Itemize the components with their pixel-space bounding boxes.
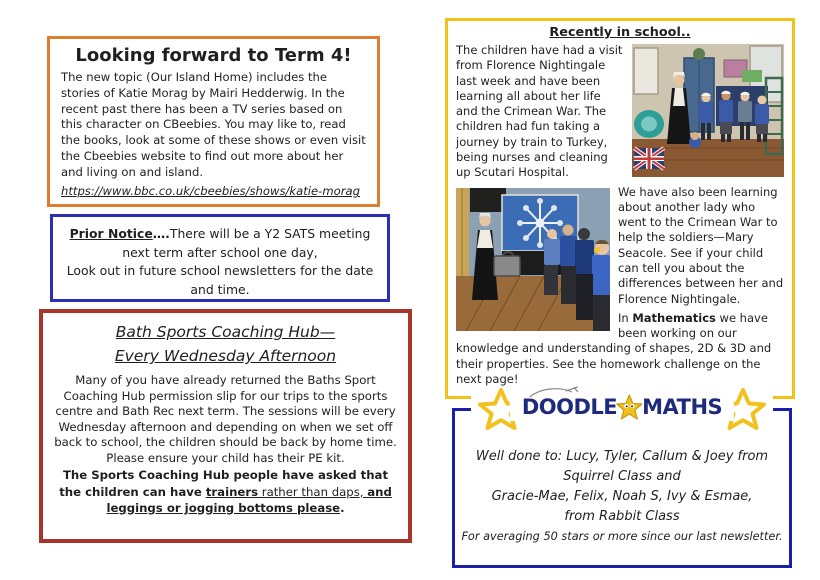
recently-para3-in: In xyxy=(618,310,633,325)
sports-body: Many of you have already returned the Baths Sport Coaching Hub permission slip for our trips to the sports centre and Bath Rec next term. The sessions will be every Wednesday afternoon and depending on when we set off back to school, the children should be back by home time. Please ensure your child has their PE kit. xyxy=(54,373,397,465)
recently-title: Recently in school.. xyxy=(549,25,691,40)
recently-para2: We have also been learning about another lady who went to the Crimean War to help the soldiers—Mary Seacole. See if your child can tell you about the differences between her and Florence Nightingale. xyxy=(618,184,784,306)
recently-para1: The children have had a visit from Florence Nightingale last week and have been learning all about her life and the Crimean War. The children had fun taking a journey by train to Turkey, being nurses and cleaning up Scutari Hospital. xyxy=(456,43,623,180)
doodle-line3: Gracie-Mae, Felix, Noah S, Ivy & Esmae, xyxy=(491,489,753,505)
doodle-line2: Squirrel Class and xyxy=(563,469,681,485)
florence-nightingale-visit-photo xyxy=(632,44,784,177)
recently-para3-rest: we have been working on our knowledge and understanding of shapes, 2D & 3D and their properties. See the homework challenge on the next page! xyxy=(456,310,772,386)
term4-title: Looking forward to Term 4! xyxy=(75,45,352,66)
sports-request-trainers: trainers xyxy=(205,484,259,499)
term4-body: The new topic (Our Island Home) includes the stories of Katie Morag by Mairi Hedderwig. In the recent past there has been a TV series based on this character on CBeebies. You may like to, read the books, look at some of these shows or even visit the Cbeebies website to find out more about her and living on and island. xyxy=(61,70,366,179)
sports-box xyxy=(39,309,412,543)
logo-maths-text: MATHS xyxy=(642,395,723,419)
prior-notice-line1: There will be a Y2 SATS meeting next term after school one day, xyxy=(122,226,371,260)
logo-doodle-text: DOODLE xyxy=(521,395,618,419)
logo-star-icon xyxy=(616,394,643,421)
prior-notice-label: Prior Notice xyxy=(69,226,153,241)
doodle-welldone-text xyxy=(455,447,789,546)
sports-request-leggings: and leggings or jogging bottoms please xyxy=(106,484,392,515)
doodlemaths-logo xyxy=(510,394,734,421)
katie-morag-link[interactable]: https://www.bbc.co.uk/cbeebies/shows/katie-morag xyxy=(61,184,360,199)
prior-notice-box xyxy=(50,214,390,302)
sports-title xyxy=(53,320,398,368)
prior-notice-text xyxy=(63,225,377,262)
sports-request-normal: rather than daps, xyxy=(258,484,368,499)
sports-title-line1: Bath Sports Coaching Hub— xyxy=(115,323,336,341)
prior-notice-line2: Look out in future school newsletters for the date and time. xyxy=(66,263,374,297)
doodle-line1: Well done to: Lucy, Tyler, Callum & Joey from xyxy=(475,449,769,464)
sports-request xyxy=(53,467,398,515)
pencil-squiggle-icon xyxy=(528,385,584,399)
doodlemaths-box xyxy=(452,395,792,568)
sports-title-line2: Every Wednesday Afternoon xyxy=(114,347,337,366)
recently-para3-mathematics: Mathematics xyxy=(632,310,716,325)
recently-box xyxy=(445,18,795,399)
doodle-line5: For averaging 50 stars or more since our last newsletter. xyxy=(461,529,783,543)
doodle-line4: from Rabbit Class xyxy=(564,509,680,525)
term4-box xyxy=(47,36,380,207)
prior-notice-dots: …. xyxy=(152,226,170,241)
sports-request-period: . xyxy=(340,500,345,515)
sports-request-bold: The Sports Coaching Hub people have asked that the children can have xyxy=(59,468,389,499)
classroom-presentation-photo xyxy=(456,188,610,331)
